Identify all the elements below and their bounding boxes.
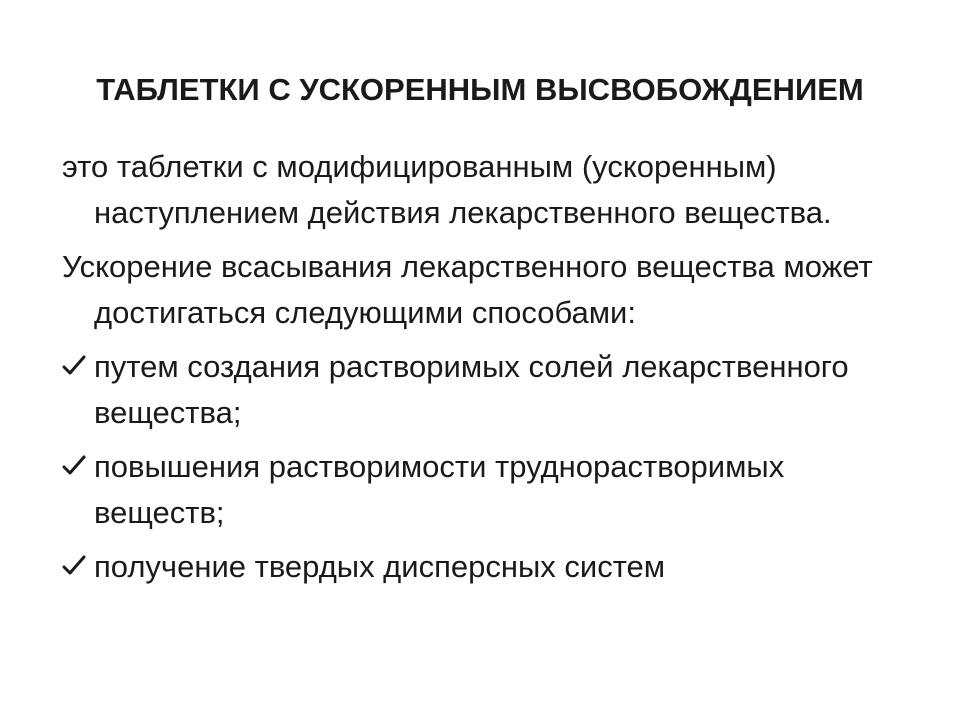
slide-title: ТАБЛЕТКИ С УСКОРЕННЫМ ВЫСВОБОЖДЕНИЕМ <box>96 72 864 107</box>
bullet-text: путем создания растворимых солей лекарственного вещества; <box>94 349 849 430</box>
slide-body <box>62 144 892 598</box>
checkmark-icon <box>62 354 86 378</box>
definition-paragraph: это таблетки с модифицированным (ускоренным) наступлением действия лекарственного вещества. <box>62 149 832 230</box>
bullet-item <box>62 544 892 590</box>
bullet-item <box>62 444 892 536</box>
bullet-item <box>62 344 892 436</box>
checkmark-icon <box>62 454 86 478</box>
intro-paragraph: Ускорение всасывания лекарственного вещества может достигаться следующими способами: <box>62 249 873 330</box>
bullet-text: повышения растворимости труднорастворимых веществ; <box>94 449 785 530</box>
bullet-text: получение твердых дисперсных систем <box>94 549 666 584</box>
checkmark-icon <box>62 554 86 578</box>
